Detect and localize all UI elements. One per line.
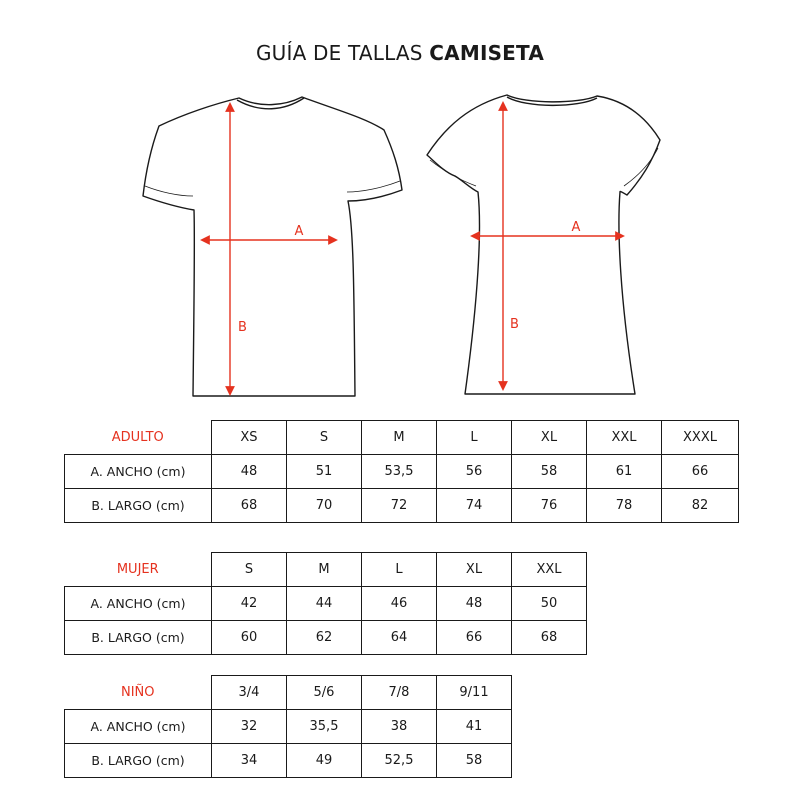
table-cell: 46 <box>362 587 437 621</box>
size-header: XS <box>212 421 287 455</box>
table-cell: 44 <box>287 587 362 621</box>
table-cell: 64 <box>362 621 437 655</box>
table-cell: 41 <box>437 710 512 744</box>
size-header: M <box>362 421 437 455</box>
size-table-nino <box>64 675 512 778</box>
table-cell: 56 <box>437 455 512 489</box>
women-width-label: A <box>571 220 581 235</box>
size-header: XXXL <box>662 421 739 455</box>
row-label: B. LARGO (cm) <box>65 744 212 778</box>
table-cell: 58 <box>437 744 512 778</box>
table-header-row <box>65 676 512 710</box>
table-cell: 48 <box>212 455 287 489</box>
table-cell: 52,5 <box>362 744 437 778</box>
table-cell: 76 <box>512 489 587 523</box>
table-row <box>65 744 512 778</box>
table-section-label: ADULTO <box>111 429 164 445</box>
table-cell: 66 <box>437 621 512 655</box>
table-cell: 74 <box>437 489 512 523</box>
table-row <box>65 455 739 489</box>
men-width-label: A <box>294 224 304 239</box>
size-header: XL <box>437 553 512 587</box>
table-cell: 78 <box>587 489 662 523</box>
men-tshirt-icon <box>143 97 402 396</box>
table-cell: 66 <box>662 455 739 489</box>
table-cell: 48 <box>437 587 512 621</box>
size-header: XL <box>512 421 587 455</box>
title-bold: CAMISETA <box>429 41 545 65</box>
size-table-adulto <box>64 420 739 523</box>
size-header: L <box>437 421 512 455</box>
table-cell: 60 <box>212 621 287 655</box>
table-cell: 53,5 <box>362 455 437 489</box>
row-label: B. LARGO (cm) <box>65 621 212 655</box>
table-header-row <box>65 421 739 455</box>
men-length-label: B <box>238 320 247 335</box>
table-cell: 68 <box>512 621 587 655</box>
size-header: XXL <box>512 553 587 587</box>
table-cell: 58 <box>512 455 587 489</box>
size-table-mujer <box>64 552 587 655</box>
table-row <box>65 587 587 621</box>
table-cell: 49 <box>287 744 362 778</box>
size-header: XXL <box>587 421 662 455</box>
table-cell: 32 <box>212 710 287 744</box>
table-cell: 42 <box>212 587 287 621</box>
table-cell: 51 <box>287 455 362 489</box>
size-header: M <box>287 553 362 587</box>
table-cell: 82 <box>662 489 739 523</box>
table-row <box>65 710 512 744</box>
table-row <box>65 621 587 655</box>
row-label: A. ANCHO (cm) <box>65 587 212 621</box>
size-header: 9/11 <box>437 676 512 710</box>
women-tshirt-icon <box>427 95 660 394</box>
size-header: L <box>362 553 437 587</box>
size-header: S <box>287 421 362 455</box>
table-header-row <box>65 553 587 587</box>
table-section-label: NIÑO <box>120 684 155 700</box>
table-cell: 34 <box>212 744 287 778</box>
table-section-label: MUJER <box>116 561 159 577</box>
table-cell: 61 <box>587 455 662 489</box>
size-header: 3/4 <box>212 676 287 710</box>
row-label: A. ANCHO (cm) <box>65 710 212 744</box>
women-length-label: B <box>510 317 519 332</box>
table-cell: 38 <box>362 710 437 744</box>
table-cell: 72 <box>362 489 437 523</box>
table-cell: 50 <box>512 587 587 621</box>
table-row <box>65 489 739 523</box>
size-header: S <box>212 553 287 587</box>
table-cell: 68 <box>212 489 287 523</box>
title-normal: GUÍA DE TALLAS <box>255 41 423 65</box>
size-header: 5/6 <box>287 676 362 710</box>
size-header: 7/8 <box>362 676 437 710</box>
table-cell: 35,5 <box>287 710 362 744</box>
table-cell: 70 <box>287 489 362 523</box>
row-label: A. ANCHO (cm) <box>65 455 212 489</box>
row-label: B. LARGO (cm) <box>65 489 212 523</box>
table-cell: 62 <box>287 621 362 655</box>
